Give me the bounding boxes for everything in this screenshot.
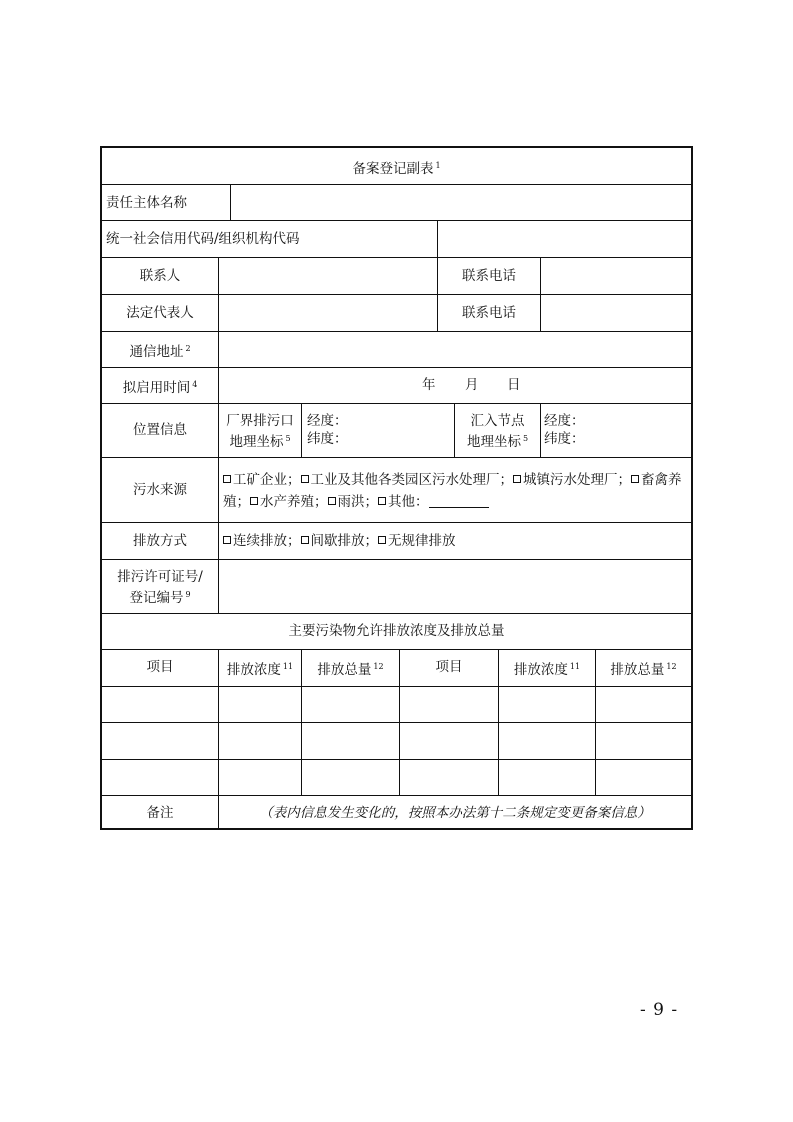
col-divider xyxy=(540,403,541,457)
checkbox[interactable] xyxy=(631,475,639,483)
registration-form-table xyxy=(100,146,693,830)
checkbox[interactable] xyxy=(378,497,386,505)
row-divider xyxy=(102,613,691,614)
outlet-longitude-label: 经度： xyxy=(307,413,348,429)
entity-name-label: 责任主体名称 xyxy=(106,195,187,211)
credit-code-field[interactable] xyxy=(438,221,691,257)
permit-field[interactable] xyxy=(219,560,691,613)
legal-rep-label: 法定代表人 xyxy=(126,305,194,321)
address-label: 通信地址 $^2$ xyxy=(129,344,191,360)
start-time-label: 拟启用时间 $^4$ xyxy=(122,380,198,396)
mode-option-irregular[interactable]: 无规律排放 xyxy=(378,533,456,549)
checkbox[interactable] xyxy=(378,536,386,544)
checkbox[interactable] xyxy=(223,536,231,544)
remarks-label: 备注 xyxy=(146,805,174,821)
legal-rep-phone-field[interactable] xyxy=(541,295,691,331)
source-option-storm[interactable]: 雨洪； xyxy=(328,494,379,510)
permit-label-1: 排污许可证号/ xyxy=(117,569,203,585)
checkbox[interactable] xyxy=(513,475,521,483)
source-option-livestock[interactable]: 畜禽养 xyxy=(631,472,682,488)
column-header-total: 排放总量 $^{12}$ xyxy=(317,662,384,678)
outlet-coord-label-2: 地理坐标 $^5$ xyxy=(229,434,291,450)
discharge-mode-options xyxy=(223,532,456,550)
checkbox[interactable] xyxy=(328,497,336,505)
contact-phone-field[interactable] xyxy=(541,258,691,294)
permit-label-2: 登记编号 $^9$ xyxy=(129,590,191,606)
row-divider xyxy=(102,649,691,650)
column-header-concentration: 排放浓度 $^{11}$ xyxy=(226,662,294,678)
pollutant-row-1[interactable] xyxy=(102,687,691,722)
source-option-park[interactable]: 工业及其他各类园区污水处理厂； xyxy=(301,472,514,488)
row-divider xyxy=(102,367,691,368)
pollutant-section-title: 主要污染物允许排放浓度及排放总量 xyxy=(288,623,505,639)
inlet-longitude-label: 经度： xyxy=(544,413,585,429)
checkbox[interactable] xyxy=(301,475,309,483)
column-header-item: 项目 xyxy=(146,659,174,675)
col-divider xyxy=(301,403,302,457)
col-divider xyxy=(218,457,219,559)
mode-option-continuous[interactable]: 连续排放； xyxy=(223,533,301,549)
outlet-latitude-label: 纬度： xyxy=(307,431,348,447)
column-header-item: 项目 xyxy=(435,659,463,675)
outlet-coord-label-1: 厂界排污口 xyxy=(226,413,294,429)
page-number: - 9 - xyxy=(640,1000,679,1020)
date-month: 月 xyxy=(465,377,479,393)
other-source-blank[interactable] xyxy=(429,494,489,508)
row-divider xyxy=(102,522,691,523)
source-option-aquaculture[interactable]: 水产养殖； xyxy=(250,494,328,510)
source-option-urban[interactable]: 城镇污水处理厂； xyxy=(513,472,631,488)
date-year: 年 xyxy=(422,377,436,393)
legal-rep-phone-label: 联系电话 xyxy=(462,305,516,321)
date-day: 日 xyxy=(507,377,521,393)
location-label: 位置信息 xyxy=(133,422,187,438)
contact-label: 联系人 xyxy=(139,268,181,284)
credit-code-label: 统一社会信用代码/组织机构代码 xyxy=(106,231,300,247)
pollutant-row-2[interactable] xyxy=(102,723,691,759)
legal-rep-field[interactable] xyxy=(219,295,437,331)
row-divider xyxy=(102,403,691,404)
source-option-other[interactable]: 其他： xyxy=(378,494,429,510)
row-divider xyxy=(102,795,691,796)
column-header-total: 排放总量 $^{12}$ xyxy=(610,662,677,678)
inlet-coord-label-1: 汇入节点 xyxy=(470,413,525,429)
address-field[interactable] xyxy=(219,332,691,367)
source-option-mining[interactable]: 工矿企业； xyxy=(223,472,301,488)
form-title: 备案登记副表 $^1$ xyxy=(352,161,441,177)
column-header-concentration: 排放浓度 $^{11}$ xyxy=(513,662,581,678)
contact-phone-label: 联系电话 xyxy=(462,268,516,284)
source-options-line-2: 殖； 水产养殖； 雨洪； 其他： xyxy=(223,493,489,511)
source-label: 污水来源 xyxy=(133,482,187,498)
contact-field[interactable] xyxy=(219,258,437,294)
row-divider xyxy=(102,457,691,458)
discharge-mode-label: 排放方式 xyxy=(133,533,187,549)
checkbox[interactable] xyxy=(301,536,309,544)
remarks-text: （表内信息发生变化的，按照本办法第十二条规定变更备案信息） xyxy=(259,805,651,821)
inlet-coord-label-2: 地理坐标 $^5$ xyxy=(466,434,529,450)
checkbox[interactable] xyxy=(250,497,258,505)
source-options-line-1 xyxy=(223,471,682,489)
pollutant-row-3[interactable] xyxy=(102,760,691,795)
mode-option-intermittent[interactable]: 间歇排放； xyxy=(301,533,379,549)
entity-name-field[interactable] xyxy=(231,185,691,220)
checkbox[interactable] xyxy=(223,475,231,483)
inlet-latitude-label: 纬度： xyxy=(544,431,585,447)
